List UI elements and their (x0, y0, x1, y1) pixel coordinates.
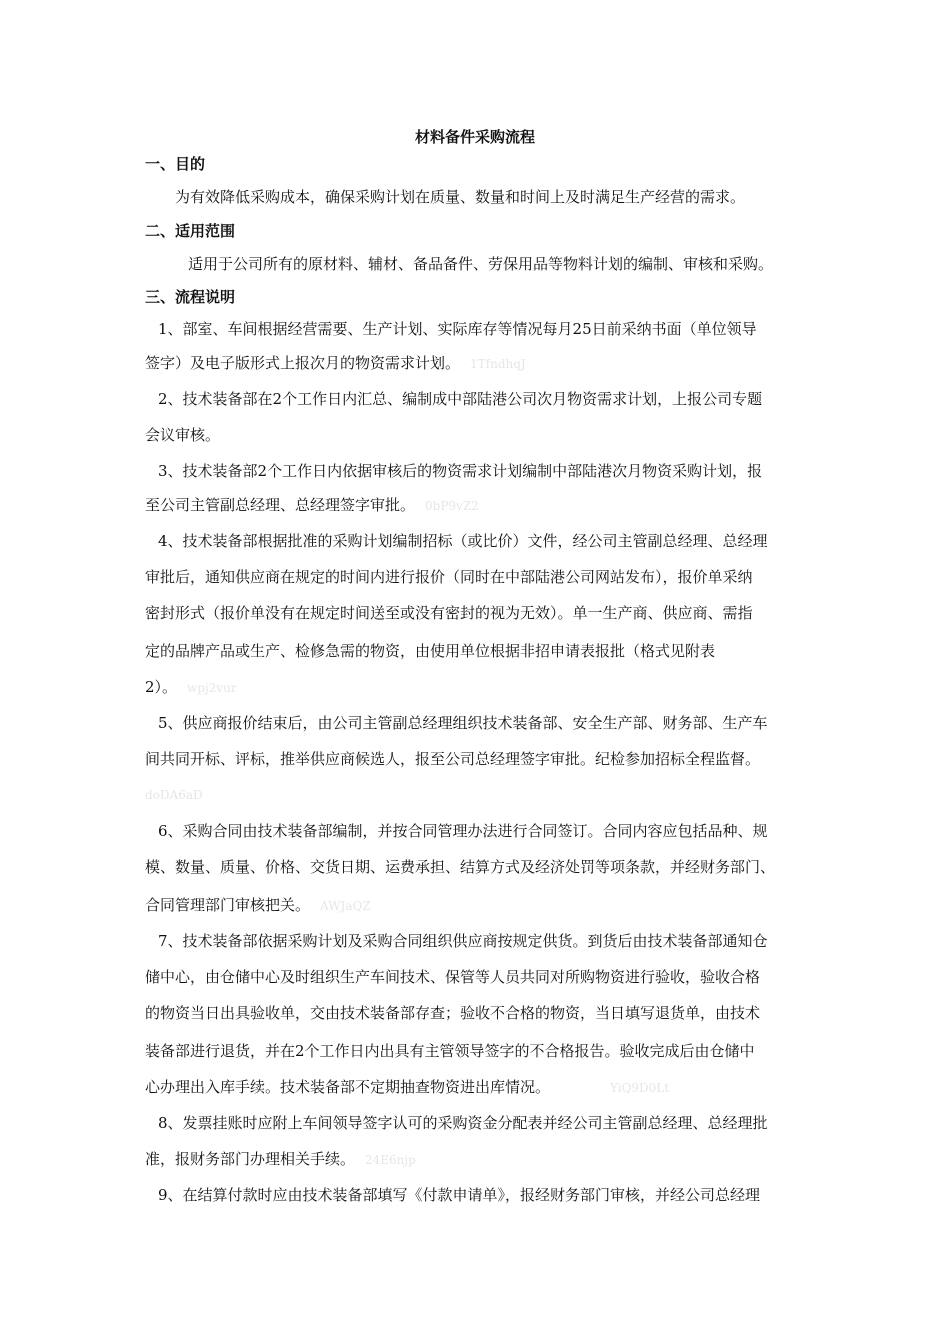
item-line: 8、发票挂账时应附上车间领导签字认可的采购资金分配表并经公司主管副总经理、总经理批 (158, 1114, 768, 1132)
item-line (145, 352, 815, 373)
watermark-text: YiQ9D0Lt (610, 1081, 670, 1095)
item-line: 3、技术装备部2个工作日内依据审核后的物资需求计划编制中部陆港次月物资采购计划，报 (158, 462, 763, 480)
item-line: 审批后，通知供应商在规定的时间内进行报价（同时在中部陆港公司网站发布），报价单采纳 (145, 568, 753, 586)
item-line: 装备部进行退货，并在2个工作日内出具有主管领导签字的不合格报告。验收完成后由仓储中 (145, 1042, 755, 1060)
item-line: 7、技术装备部依据采购计划及采购合同组织供应商按规定供货。到货后由技术装备部通知仓 (158, 932, 768, 950)
section-heading-scope: 二、适用范围 (145, 222, 236, 240)
section-heading-purpose: 一、目的 (145, 155, 206, 173)
item-line (145, 494, 815, 515)
item-line: 间共同开标、评标，推举供应商候选人，报至公司总经理签字审批。纪检参加招标全程监督。 (145, 750, 761, 768)
item-line: 5、供应商报价结束后，由公司主管副总经理组织技术装备部、安全生产部、财务部、生产车 (158, 714, 768, 732)
item-line-text: 准，报财务部门办理相关手续。 (145, 1150, 356, 1168)
section-text-scope: 适用于公司所有的原材料、辅材、备品备件、劳保用品等物料计划的编制、审核和采购。 (188, 255, 774, 273)
item-line: 密封形式（报价单没有在规定时间送至或没有密封的视为无效）。单一生产商、供应商、需指 (145, 604, 753, 622)
item-line (145, 1076, 815, 1097)
watermark-text: wpj2vur (187, 681, 237, 695)
item-line: 6、采购合同由技术装备部编制，并按合同管理办法进行合同签订。合同内容应包括品种、规 (158, 822, 768, 840)
item-line: 1、部室、车间根据经营需要、生产计划、实际库存等情况每月25日前采纳书面（单位领导 (158, 320, 757, 338)
item-line: 2、技术装备部在2个工作日内汇总、编制成中部陆港公司次月物资需求计划，上报公司专题 (158, 390, 763, 408)
item-line-text: 签字）及电子版形式上报次月的物资需求计划。 (145, 354, 461, 372)
item-line (145, 1148, 815, 1169)
section-heading-process: 三、流程说明 (145, 288, 236, 306)
item-line: 4、技术装备部根据批准的采购计划编制招标（或比价）文件，经公司主管副总经理、总经理 (158, 532, 768, 550)
item-line: 会议审核。 (145, 426, 221, 444)
item-line-text: 至公司主管副总经理、总经理签字审批。 (145, 496, 416, 514)
item-line-text: 合同管理部门审核把关。 (145, 896, 311, 914)
item-line: 的物资当日出具验收单，交由技术装备部存查；验收不合格的物资，当日填写退货单，由技术 (145, 1004, 761, 1022)
item-line (145, 676, 815, 697)
item-line: 定的品牌产品或生产、检修急需的物资，由使用单位根据非招申请表报批（格式见附表 (145, 642, 716, 660)
watermark-text: doDA6aD (145, 788, 203, 802)
item-line: 储中心，由仓储中心及时组织生产车间技术、保管等人员共同对所购物资进行验收，验收合格 (145, 968, 761, 986)
item-line (145, 894, 815, 915)
item-line-text: 心办理出入库手续。技术装备部不定期抽查物资进出库情况。 (145, 1078, 551, 1096)
watermark-text: 0bP9vZ2 (425, 499, 479, 513)
item-line: 模、数量、质量、价格、交货日期、运费承担、结算方式及经济处罚等项条款，并经财务部门、 (145, 858, 776, 876)
item-line: 9、在结算付款时应由技术装备部填写《付款申请单》，报经财务部门审核，并经公司总经理 (158, 1186, 761, 1204)
watermark-text: 24E6njp (365, 1153, 416, 1167)
document-title: 材料备件采购流程 (414, 128, 535, 146)
section-text-purpose: 为有效降低采购成本，确保采购计划在质量、数量和时间上及时满足生产经营的需求。 (175, 188, 746, 206)
watermark-text: 1TfndhqJ (470, 357, 526, 371)
watermark-text: AWJaQZ (320, 899, 371, 913)
item-line-text: 2）。 (145, 678, 178, 696)
